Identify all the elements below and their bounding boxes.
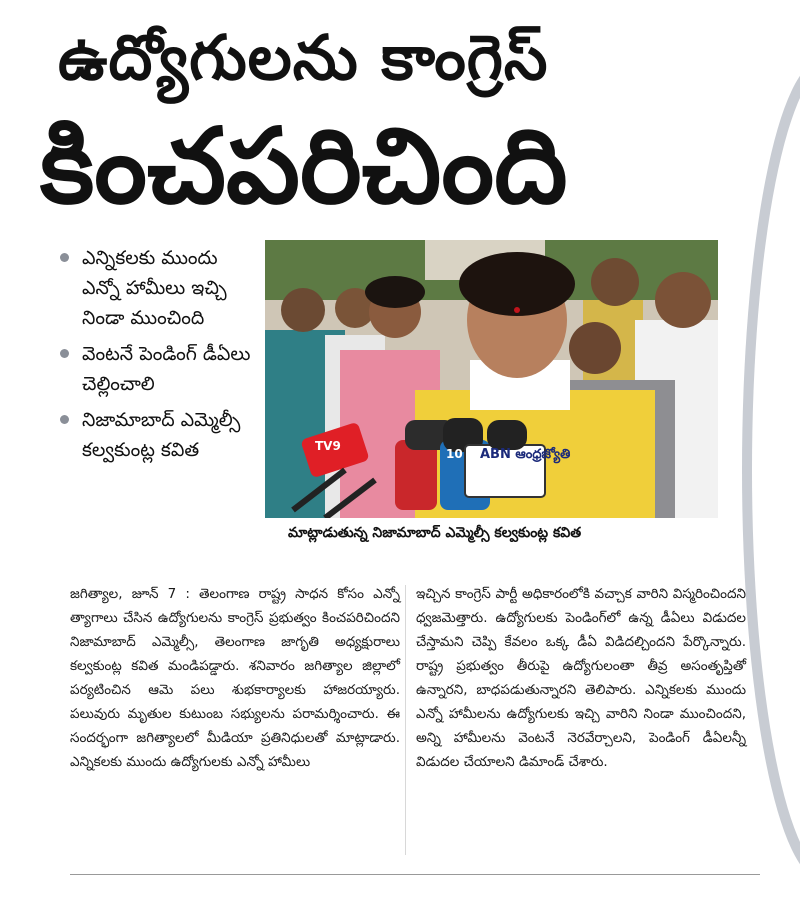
bullet-text: వెంటనే పెండింగ్ డీఏలు చెల్లించాలి (82, 343, 251, 395)
article-left-column: జగిత్యాల, జూన్ 7 : తెలంగాణ రాష్ట్ర సాధన కోసం ఎన్నో త్యాగాలు చేసిన ఉద్యోగులను కాంగ్రెస్ ప్రభుత్వం కించపరిచిందని నిజామాబాద్ ఎమ్మెల్సీ, తెలంగాణ జాగృతి అధ్యక్షురాలు కల్వకుంట్ల కవిత మండిపడ్డారు. శనివారం జగిత్యాల జిల్లాలో పర్యటించిన ఆమె పలు శుభకార్యాలకు హాజరయ్యారు. పలువురు మృతుల కుటుంబ సభ్యులను పరామర్శించారు. ఈ సందర్భంగా జగిత్యాలలో మీడియా ప్రతినిధులతో మాట్లాడారు. ఎన్నికలకు ముందు ఉద్యోగులకు ఎన్నో హామీలు (70, 586, 400, 770)
headline-line-2: కించపరిచింది (40, 105, 568, 227)
bullet-item (52, 243, 252, 333)
bullet-dot-icon (60, 415, 69, 424)
page-edge-highlight (752, 64, 800, 876)
mic-label-tv9: TV9 (315, 439, 341, 453)
headline-line-1: ఉద్యోగులను కాంగ్రెస్ (58, 21, 549, 94)
bullet-dot-icon (60, 349, 69, 358)
mic-label-10: 10 (446, 447, 463, 461)
mic-label-abn: ABN ఆంధ్రజ్యోతి (480, 447, 571, 462)
bullet-text: నిజామాబాద్ ఎమ్మెల్సీ కల్వకుంట్ల కవిత (82, 409, 241, 461)
photo-caption: మాట్లాడుతున్న నిజామాబాద్ ఎమ్మెల్సీ కల్వకుంట్ల కవిత (288, 525, 582, 541)
bullet-item (52, 339, 252, 399)
photo-mic-labels (265, 439, 718, 518)
bullet-item (52, 405, 252, 465)
news-photo-illustration (265, 240, 718, 518)
bullet-dot-icon (60, 253, 69, 262)
article-right-column: ఇచ్చిన కాంగ్రెస్ పార్టీ అధికారంలోకి వచ్చాక వారిని విస్మరించిందని ధ్వజమెత్తారు. ఉద్యోగులకు పెండింగ్‌లో ఉన్న డీఏలు విడుదల చేస్తామని చెప్పి కేవలం ఒక్క డీఏ విడిదల్చిందని పేర్కొన్నారు. రాష్ట్ర ప్రభుత్వం తీరుపై ఉద్యోగులంతా తీవ్ర అసంతృప్తితో ఉన్నారని, బాధపడుతున్నారని తెలిపారు. ఎన్నికలకు ముందు ఎన్నో హామీలను ఉద్యోగులకు ఇచ్చి వారిని నిండా ముంచిందని, అన్ని హామీలను వెంటనే నెరవేర్చాలని, పెండింగ్ డీఏలన్నీ విడుదల చేయాలని డిమాండ్ చేశారు. (416, 586, 746, 770)
news-photo (265, 240, 718, 518)
column-divider (405, 585, 406, 855)
bullet-text: ఎన్నికలకు ముందు ఎన్నో హామీలు ఇచ్చి నిండా ముంచింది (82, 247, 227, 329)
highlight-bullets (52, 243, 252, 471)
bottom-rule (70, 874, 760, 875)
